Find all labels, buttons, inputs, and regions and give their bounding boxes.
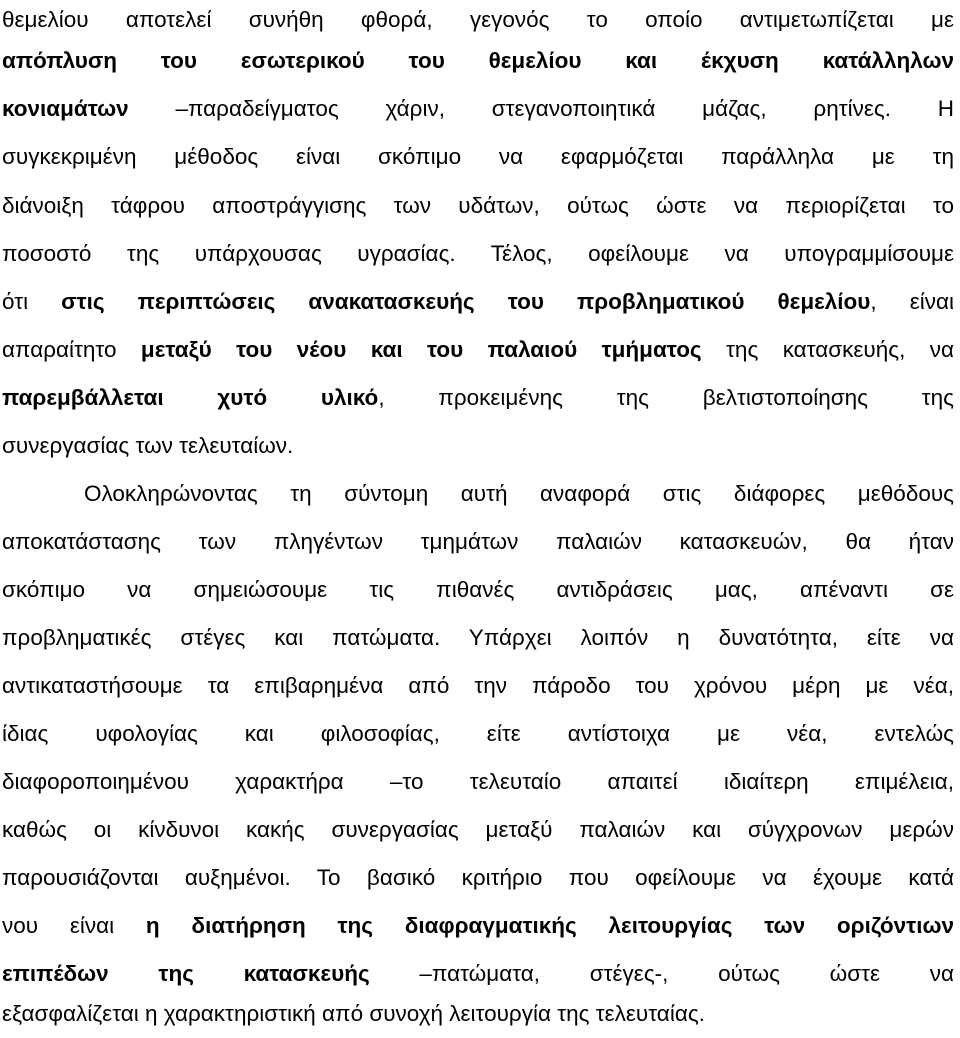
bold-text-run: στις περιπτώσεις ανακατασκευής του προβληματικού θεμελίου (61, 289, 871, 314)
text-line (2, 566, 954, 614)
text-run: θεμελίου αποτελεί συνήθη φθορά, γεγονός το οποίο αντιμετωπίζεται με (2, 7, 954, 32)
text-line (2, 326, 954, 374)
text-line (2, 902, 954, 950)
bold-text-run: απόπλυση του εσωτερικού του θεμελίου και έκχυση κατάλληλων (2, 48, 954, 73)
text-run: –πατώματα, στέγες-, ούτως ώστε να (369, 961, 954, 986)
text-line (2, 854, 954, 902)
bold-text-run: παρεμβάλλεται χυτό υλικό (2, 385, 379, 410)
text-run: συνεργασίας των τελευταίων. (2, 433, 294, 458)
text-run: ότι (2, 289, 62, 314)
text-line (2, 758, 954, 806)
text-line (2, 182, 954, 230)
text-run: –παραδείγματος χάριν, στεγανοποιητικά μάζας, ρητίνες. Η (128, 96, 954, 121)
text-line (2, 133, 954, 181)
text-run: αποκατάστασης των πληγέντων τμημάτων παλαιών κατασκευών, θα ήταν (2, 529, 954, 554)
text-line (2, 806, 954, 854)
text-run: , είναι (870, 289, 954, 314)
text-line (2, 374, 954, 422)
text-run: εξασφαλίζεται η χαρακτηριστική από συνοχή λειτουργία της τελευταίας. (2, 1001, 705, 1026)
text-line (2, 662, 954, 710)
text-run: καθώς οι κίνδυνοι κακής συνεργασίας μεταξύ παλαιών και σύγχρονων μερών (2, 817, 954, 842)
text-run: προβληματικές στέγες και πατώματα. Υπάρχει λοιπόν η δυνατότητα, είτε να (2, 625, 954, 650)
text-run: διαφοροποιημένου χαρακτήρα –το τελευταίο απαιτεί ιδιαίτερη επιμέλεια, (2, 769, 954, 794)
text-run: νου είναι (2, 913, 146, 938)
text-line (2, 37, 954, 85)
text-run: απαραίτητο (2, 337, 141, 362)
text-run: της κατασκευής, να (701, 337, 954, 362)
text-run: ποσοστό της υπάρχουσας υγρασίας. Τέλος, οφείλουμε να υπογραμμίσουμε (2, 241, 954, 266)
text-run: σκόπιμο να σημειώσουμε τις πιθανές αντιδράσεις μας, απέναντι σε (2, 577, 954, 602)
text-run: ίδιας υφολογίας και φιλοσοφίας, είτε αντίστοιχα με νέα, εντελώς (2, 721, 954, 746)
text-line (2, 710, 954, 758)
text-line (84, 470, 954, 518)
bold-text-run: η διατήρηση της διαφραγματικής λειτουργίας των οριζόντιων (145, 913, 954, 938)
text-run: συγκεκριμένη μέθοδος είναι σκόπιμο να εφαρμόζεται παράλληλα με τη (2, 144, 954, 169)
text-line (2, 518, 954, 566)
text-run: παρουσιάζονται αυξημένοι. Το βασικό κριτήριο που οφείλουμε να έχουμε κατά (2, 865, 954, 890)
text-line (2, 422, 954, 470)
text-run: διάνοιξη τάφρου αποστράγγισης των υδάτων, ούτως ώστε να περιορίζεται το (2, 193, 954, 218)
text-run: αντικαταστήσουμε τα επιβαρημένα από την πάροδο του χρόνου μέρη με νέα, (2, 673, 954, 698)
text-line (2, 614, 954, 662)
text-line (2, 230, 954, 278)
bold-text-run: κονιαμάτων (2, 96, 129, 121)
text-line (2, 85, 954, 133)
bold-text-run: μεταξύ του νέου και του παλαιού τμήματος (140, 337, 702, 362)
text-run: , προκειμένης της βελτιστοποίησης της (378, 385, 954, 410)
text-line (2, 278, 954, 326)
bold-text-run: επιπέδων της κατασκευής (2, 961, 370, 986)
text-run: Ολοκληρώνοντας τη σύντομη αυτή αναφορά στις διάφορες μεθόδους (84, 481, 954, 506)
